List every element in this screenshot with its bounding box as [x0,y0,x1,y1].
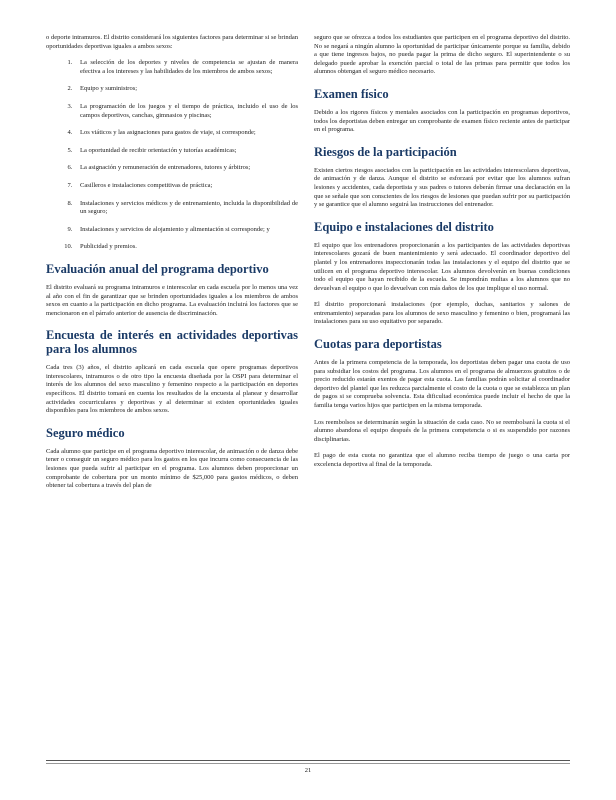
list-item: 8. Instalaciones y servicios médicos y de entrenamiento, incluida la disponibilidad de un seguro; [74,200,298,217]
list-item: 5. La oportunidad de recibir orientación y tutorías académicas; [74,147,298,156]
page-number: 21 [304,767,312,774]
list-item: 6. La asignación y remuneración de entrenadores, tutores y árbitros; [74,164,298,173]
insurance-paragraph: Cada alumno que participe en el programa deportivo interescolar, de animación o de danza debe tener o conseguir un seguro médico para los gastos en los que incurra como consecuencia de las lesiones que pueda sufrir al participar en el programa. Los alumnos deben proporcionar un comprobante de cobertura por un monto mínimo de $25,000 para gastos médicos, o deben obtener tal cobertura a través del plan de [46,447,298,490]
list-item: 2. Equipo y suministros; [74,85,298,94]
insurance-continued-paragraph: seguro que se ofrezca a todos los estudiantes que participen en el programa deportivo del distrito. No se negará a ningún alumno la oportunidad de participar únicamente porque su familia, debido a que tiene ingresos bajos, no pueda pagar la prima de dicho seguro. El superintendente o su delegado puede aprobar la exención parcial o total de las primas para permitir que todos los alumnos obtengan el seguro médico necesario. [314,34,570,76]
risk-paragraph: Existen ciertos riesgos asociados con la participación en las actividades interescolares deportivas, de animación y de danza. Aunque el distrito se esforzará por evitar que los alumnos sufran lesiones y accidentes, cada deportista y sus padres o tutores deberán firmar una declaración en la que se señale que son conscientes de los riesgos de lesiones que puedan sufrir por su participación y se garantice que el alumno seguirá las instrucciones del entrenador. [314,166,570,209]
list-item: 4. Los viáticos y las asignaciones para gastos de viaje, si corresponde; [74,129,298,138]
footer-divider [46,763,570,764]
intro-paragraph: o deporte intramuros. El distrito considerará los siguientes factores para determinar si se brindan oportunidades deportivas iguales a ambos sexos: [46,34,298,50]
equipment-heading: Equipo e instalaciones del distrito [314,219,494,234]
physical-heading: Examen físico [314,86,389,101]
fees-heading: Cuotas para deportistas [314,337,442,352]
list-item: 10. Publicidad y premios. [74,243,298,252]
fees-paragraph: El pago de esta cuota no garantiza que el alumno reciba tiempo de juego o una carta por excelencia deportiva al final de la temporada. [314,452,570,468]
list-item: 1. La selección de los deportes y niveles de competencia se ajustan de manera efectiva a los intereses y las habilidades de los miembros de ambos sexos; [74,59,298,76]
risk-heading: Riesgos de la participación [314,144,457,159]
eval-paragraph: El distrito evaluará su programa intramuros e interescolar en cada escuela por lo menos una vez al año con el fin de garantizar que se brinden oportunidades iguales a los miembros de ambos sexos en cuanto a la participación en dicho programa. La evaluación incluirá los factores que se mencionaron en el párrafo anterior de ausencia de discriminación. [46,283,298,317]
fees-paragraph: Antes de la primera competencia de la temporada, los deportistas deben pagar una cuota de uso para subsidiar los costos del programa. Los alumnos en el programa de almuerzos gratuitos o de precio reducido estarán exentos de pagar esta cuota. Las familias podrán solicitar al coordinador deportivo del plantel que les reduzca parcialmente el costo de la cuota o que se establezca un plan de pagos si se comprueba solvencia. Esta dificultad económica puede incluir el hecho de que la familia tenga varios hijos que participen en la misma temporada. [314,359,570,410]
right-column [314,34,570,478]
list-item: 7. Casilleros e instalaciones competitivas de práctica; [74,182,298,191]
list-item: 3. La programación de los juegos y el tiempo de práctica, incluido el uso de los campos deportivos, canchas, gimnasios y piscinas; [74,103,298,120]
fees-paragraph: Los reembolsos se determinarán según la situación de cada caso. No se reembolsará la cuota si el alumno abandona el equipo después de la primera competencia o si es suspendido por razones disciplinarias. [314,418,570,443]
equipment-paragraph: El equipo que los entrenadores proporcionarán a los participantes de las actividades deportivas interescolares gozará de buen mantenimiento y será adecuado. El coordinador deportivo del plantel y los entrenadores inspeccionarán todas las instalaciones y el equipo del distrito que se utilicen en el programa deportivo interescolar. Los alumnos devolverán en buenas condiciones todo el equipo que hayan recibido de la escuela. Se impondrán multas a los alumnos que no devuelvan el equipo o que lo devuelvan con más daños de los que implique el uso normal. [314,241,570,292]
eval-heading: Evaluación anual del programa deportivo [46,261,269,276]
list-item: 9. Instalaciones y servicios de alojamiento y alimentación si corresponde; y [74,226,298,235]
left-column [46,34,298,499]
survey-heading: Encuesta de interés en actividades deportivas para los alumnos [46,328,298,357]
footer-divider [46,760,570,761]
survey-paragraph: Cada tres (3) años, el distrito aplicará en cada escuela que opere programas deportivos interescolares, intramuros o de otro tipo la encuesta diseñada por la OSPI para determinar el interés de los alumnos del sexo masculino y femenino respecto a la participación en deportes específicos. El distrito tomará en cuenta los resultados de la encuesta al planear y desarrollar actividades cocurriculares y deportivas y al determinar si existen oportunidades iguales disponibles para los miembros de ambos sexos. [46,364,298,415]
physical-paragraph: Debido a los rigores físicos y mentales asociados con la participación en programas deportivos, todos los deportistas deben entregar un comprobante de examen físico reciente antes de participar en el programa. [314,108,570,134]
factors-list [46,59,298,252]
insurance-heading: Seguro médico [46,425,125,440]
equipment-paragraph: El distrito proporcionará instalaciones (por ejemplo, duchas, sanitarios y salones de entrenamiento) separadas para los alumnos de sexo masculino y femenino o bien, programará las instalaciones para su uso equitativo por separado. [314,301,570,326]
